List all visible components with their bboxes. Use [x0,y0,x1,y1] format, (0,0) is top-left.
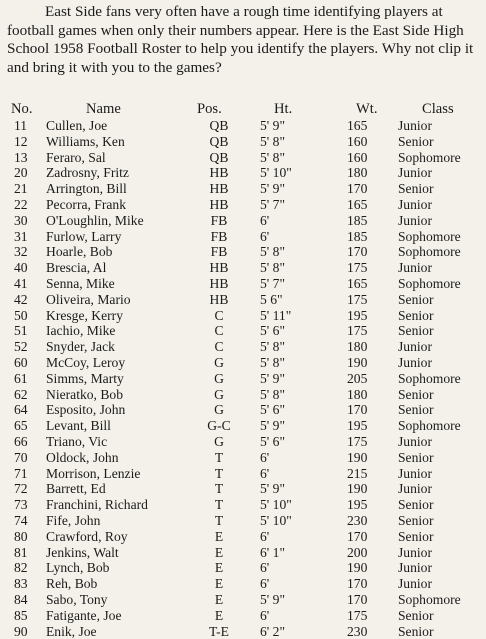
header-weight: Wt. [356,101,377,117]
player-weight: 195 [347,308,367,324]
player-class: Senior [398,450,434,466]
player-position: HB [200,276,238,292]
table-row [0,181,486,197]
player-name: Esposito, John [46,402,125,418]
player-name: Williams, Ken [46,134,125,150]
player-height: 5' 9" [260,592,285,608]
player-class: Junior [398,355,432,371]
player-position: T [200,497,238,513]
player-position: E [200,545,238,561]
table-row [0,402,486,418]
player-class: Junior [398,466,432,482]
table-row [0,418,486,434]
player-weight: 175 [347,323,367,339]
player-number: 72 [14,481,28,497]
player-class: Senior [398,181,434,197]
table-row [0,513,486,529]
player-height: 5' 7" [260,197,285,213]
player-class: Junior [398,165,432,181]
player-number: 71 [14,466,28,482]
player-weight: 170 [347,529,367,545]
table-row [0,229,486,245]
player-height: 6' [260,560,269,576]
player-weight: 170 [347,576,367,592]
player-name: McCoy, Leroy [46,355,125,371]
table-row [0,450,486,466]
player-weight: 175 [347,434,367,450]
player-weight: 165 [347,276,367,292]
player-class: Senior [398,513,434,529]
player-height: 6' [260,529,269,545]
header-pos: Pos. [197,101,222,117]
player-position: G [200,387,238,403]
player-weight: 190 [347,450,367,466]
player-position: HB [200,165,238,181]
player-height: 5' 7" [260,276,285,292]
player-name: Fatigante, Joe [46,608,122,624]
player-number: 70 [14,450,28,466]
player-name: Morrison, Lenzie [46,466,140,482]
player-name: Simms, Marty [46,371,124,387]
player-position: T [200,513,238,529]
player-class: Senior [398,134,434,150]
player-height: 5' 9" [260,181,285,197]
player-number: 65 [14,418,28,434]
player-weight: 170 [347,592,367,608]
table-row [0,276,486,292]
player-position: C [200,339,238,355]
player-weight: 170 [347,181,367,197]
header-height: Ht. [274,101,292,117]
player-class: Sophomore [398,229,461,245]
player-number: 61 [14,371,28,387]
table-row [0,497,486,513]
player-position: G-C [200,418,238,434]
player-number: 12 [14,134,28,150]
player-class: Sophomore [398,592,461,608]
player-name: Jenkins, Walt [46,545,119,561]
player-weight: 175 [347,608,367,624]
player-height: 6' [260,450,269,466]
player-name: Furlow, Larry [46,229,121,245]
player-name: Zadrosny, Fritz [46,165,129,181]
player-number: 60 [14,355,28,371]
header-class: Class [422,101,454,117]
player-position: C [200,323,238,339]
table-row [0,545,486,561]
player-weight: 230 [347,513,367,529]
player-height: 5' 10" [260,513,292,529]
player-class: Junior [398,213,432,229]
table-row [0,608,486,624]
player-height: 6' [260,229,269,245]
player-class: Junior [398,481,432,497]
player-class: Junior [398,560,432,576]
header-no: No. [11,101,33,117]
player-height: 5' 9" [260,418,285,434]
intro-paragraph: East Side fans very often have a rough time identifying players at football games when only their numbers appear. Here is the East Side High School 1958 Football Roster to help you identify the players. Why not clip it and bring it with you to the games? [7,3,479,77]
player-height: 6' [260,213,269,229]
player-height: 6' 1" [260,545,285,561]
player-class: Senior [398,387,434,403]
table-row [0,292,486,308]
player-class: Senior [398,608,434,624]
table-row [0,371,486,387]
player-weight: 175 [347,260,367,276]
player-weight: 195 [347,418,367,434]
player-weight: 170 [347,244,367,260]
player-weight: 165 [347,118,367,134]
player-height: 5' 8" [260,150,285,166]
roster-table [0,118,486,639]
player-number: 21 [14,181,28,197]
player-position: QB [200,118,238,134]
player-name: Lynch, Bob [46,560,109,576]
player-position: E [200,560,238,576]
player-weight: 160 [347,150,367,166]
player-height: 5' 9" [260,481,285,497]
player-class: Senior [398,402,434,418]
player-class: Sophomore [398,244,461,260]
player-position: HB [200,292,238,308]
table-row [0,387,486,403]
player-name: Arrington, Bill [46,181,127,197]
player-height: 5' 10" [260,497,292,513]
player-position: HB [200,260,238,276]
player-class: Sophomore [398,371,461,387]
player-name: Snyder, Jack [46,339,115,355]
table-row [0,339,486,355]
player-number: 64 [14,402,28,418]
player-name: Enik, Joe [46,624,97,639]
player-height: 5' 6" [260,402,285,418]
player-height: 5' 8" [260,339,285,355]
player-number: 42 [14,292,28,308]
player-number: 82 [14,560,28,576]
player-height: 5' 6" [260,434,285,450]
player-name: O'Loughlin, Mike [46,213,144,229]
player-position: C [200,308,238,324]
player-name: Fife, John [46,513,100,529]
player-position: HB [200,181,238,197]
player-number: 32 [14,244,28,260]
player-name: Feraro, Sal [46,150,106,166]
table-row [0,150,486,166]
player-number: 81 [14,545,28,561]
player-class: Junior [398,545,432,561]
player-height: 5' 8" [260,387,285,403]
table-row [0,355,486,371]
table-row [0,213,486,229]
player-number: 22 [14,197,28,213]
player-name: Brescia, Al [46,260,106,276]
player-position: T [200,450,238,466]
player-height: 5' 8" [260,355,285,371]
player-number: 74 [14,513,28,529]
player-weight: 230 [347,624,367,639]
player-class: Senior [398,292,434,308]
player-weight: 195 [347,497,367,513]
player-number: 66 [14,434,28,450]
table-row [0,466,486,482]
player-number: 83 [14,576,28,592]
player-weight: 205 [347,371,367,387]
player-position: E [200,529,238,545]
player-position: FB [200,213,238,229]
player-number: 84 [14,592,28,608]
player-position: T [200,481,238,497]
player-number: 90 [14,624,28,639]
player-number: 40 [14,260,28,276]
player-class: Junior [398,339,432,355]
player-weight: 165 [347,197,367,213]
player-name: Barrett, Ed [46,481,106,497]
player-weight: 175 [347,292,367,308]
player-number: 80 [14,529,28,545]
player-height: 5 6" [260,292,283,308]
player-weight: 180 [347,165,367,181]
player-number: 62 [14,387,28,403]
player-number: 31 [14,229,28,245]
player-weight: 215 [347,466,367,482]
player-height: 5' 9" [260,118,285,134]
player-position: G [200,402,238,418]
table-row [0,434,486,450]
player-position: HB [200,197,238,213]
player-number: 85 [14,608,28,624]
player-number: 13 [14,150,28,166]
player-weight: 180 [347,339,367,355]
player-class: Junior [398,197,432,213]
player-number: 50 [14,308,28,324]
player-number: 52 [14,339,28,355]
player-weight: 190 [347,481,367,497]
player-name: Nieratko, Bob [46,387,123,403]
player-class: Senior [398,624,434,639]
player-height: 6' [260,576,269,592]
player-number: 41 [14,276,28,292]
player-weight: 185 [347,229,367,245]
player-weight: 170 [347,402,367,418]
player-height: 5' 10" [260,165,292,181]
player-name: Oliveira, Mario [46,292,131,308]
player-name: Pecorra, Frank [46,197,126,213]
player-position: T [200,466,238,482]
table-row [0,197,486,213]
player-position: E [200,576,238,592]
player-weight: 160 [347,134,367,150]
player-height: 5' 6" [260,323,285,339]
player-class: Senior [398,308,434,324]
player-height: 6' [260,608,269,624]
header-name: Name [86,101,121,117]
table-row [0,308,486,324]
player-height: 6' 2" [260,624,285,639]
player-weight: 190 [347,355,367,371]
player-weight: 185 [347,213,367,229]
player-position: E [200,608,238,624]
player-height: 5' 8" [260,134,285,150]
player-class: Junior [398,260,432,276]
player-number: 30 [14,213,28,229]
player-name: Kresge, Kerry [46,308,123,324]
player-weight: 180 [347,387,367,403]
table-row [0,481,486,497]
table-row [0,165,486,181]
table-row [0,134,486,150]
player-class: Senior [398,497,434,513]
player-class: Junior [398,118,432,134]
table-row [0,244,486,260]
player-class: Senior [398,323,434,339]
player-number: 73 [14,497,28,513]
player-class: Junior [398,576,432,592]
player-class: Senior [398,529,434,545]
player-position: T-E [200,624,238,639]
player-name: Triano, Vic [46,434,107,450]
player-position: QB [200,150,238,166]
player-name: Crawford, Roy [46,529,128,545]
player-position: FB [200,244,238,260]
table-row [0,560,486,576]
table-row [0,624,486,639]
player-name: Levant, Bill [46,418,111,434]
player-number: 51 [14,323,28,339]
player-name: Cullen, Joe [46,118,107,134]
player-height: 5' 8" [260,244,285,260]
player-class: Sophomore [398,150,461,166]
table-row [0,529,486,545]
player-name: Senna, Mike [46,276,115,292]
player-class: Junior [398,434,432,450]
player-name: Reh, Bob [46,576,97,592]
player-weight: 200 [347,545,367,561]
player-position: FB [200,229,238,245]
player-position: G [200,371,238,387]
player-position: E [200,592,238,608]
player-height: 5' 9" [260,371,285,387]
table-row [0,118,486,134]
player-height: 6' [260,466,269,482]
player-position: QB [200,134,238,150]
player-height: 5' 11" [260,308,291,324]
player-weight: 190 [347,560,367,576]
table-row [0,323,486,339]
player-class: Sophomore [398,418,461,434]
player-number: 11 [14,118,27,134]
player-number: 20 [14,165,28,181]
player-name: Sabo, Tony [46,592,107,608]
player-position: G [200,434,238,450]
player-height: 5' 8" [260,260,285,276]
table-row [0,260,486,276]
player-name: Franchini, Richard [46,497,148,513]
player-position: G [200,355,238,371]
table-row [0,576,486,592]
player-name: Hoarle, Bob [46,244,112,260]
player-class: Sophomore [398,276,461,292]
player-name: Oldock, John [46,450,119,466]
player-name: Iachio, Mike [46,323,115,339]
